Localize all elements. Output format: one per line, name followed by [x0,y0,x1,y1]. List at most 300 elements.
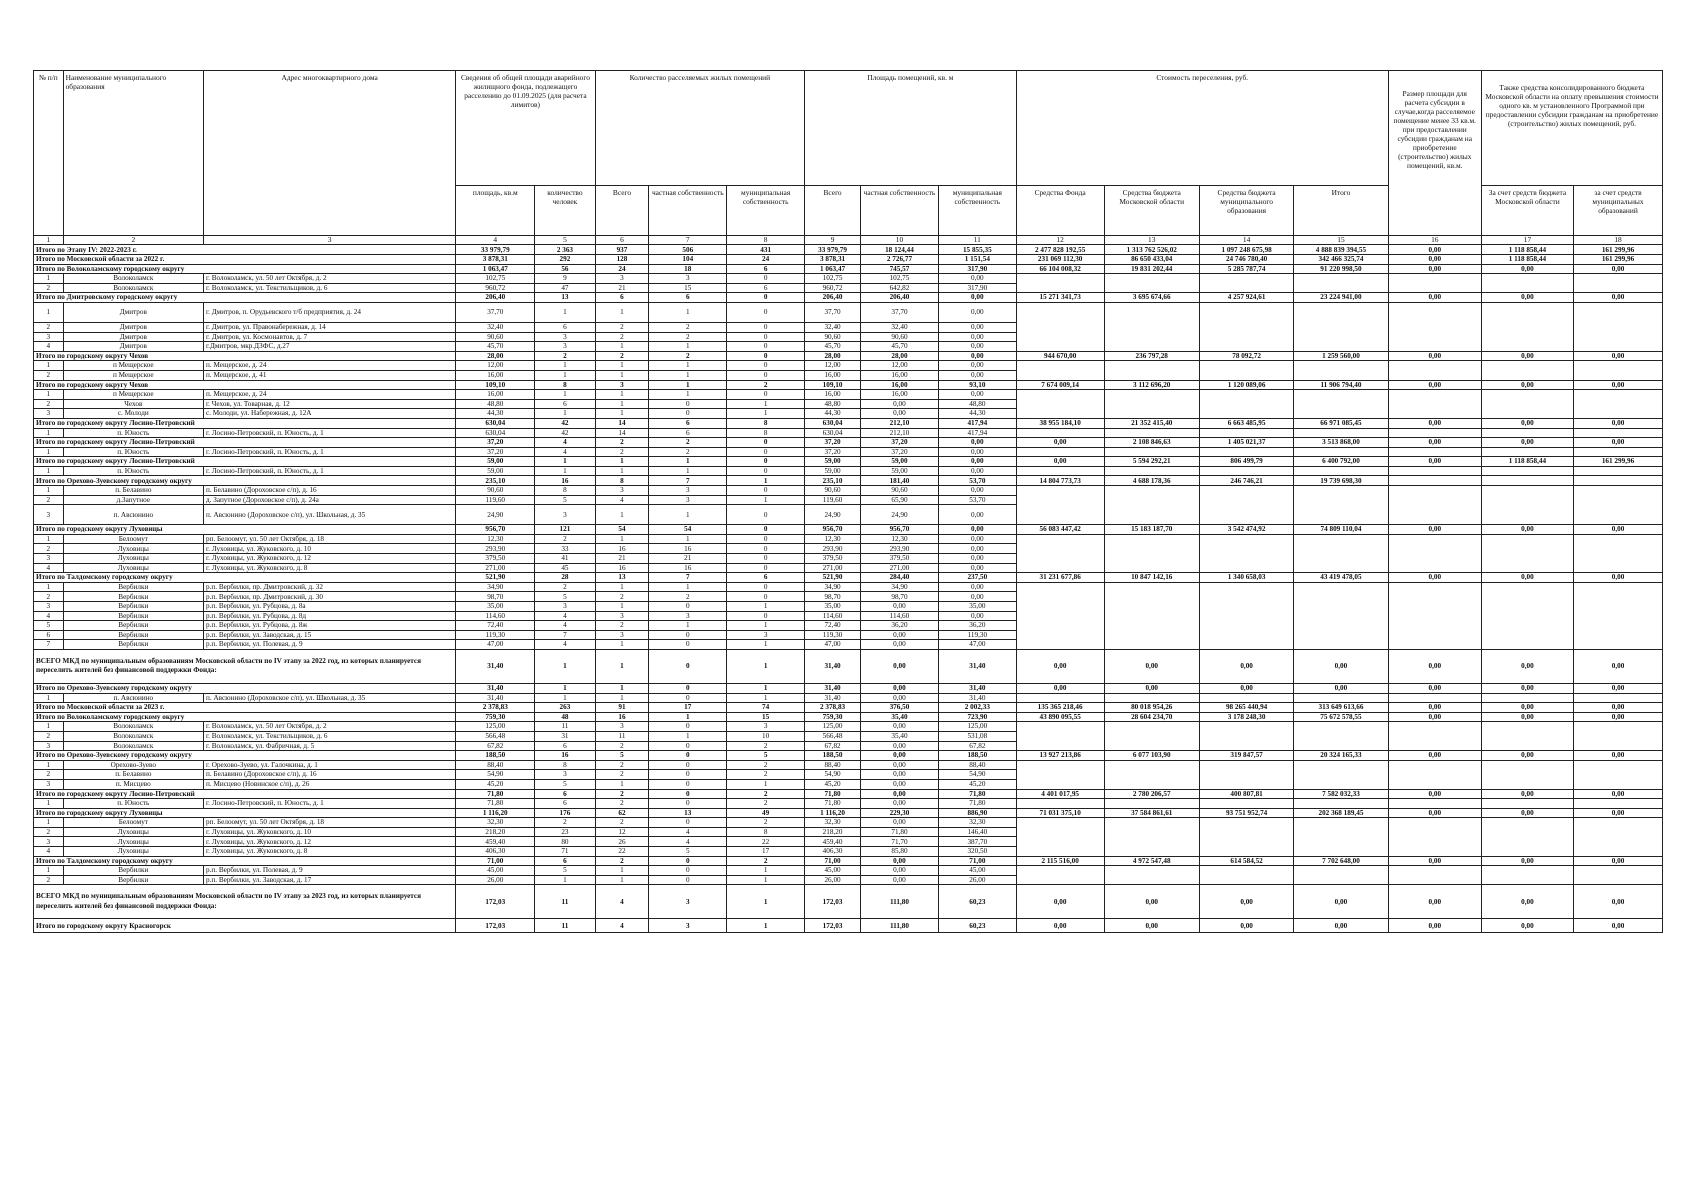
value-cell: 26 [595,837,649,847]
value-cell: 406,30 [805,847,861,857]
value-cell: 4 [649,837,727,847]
empty-cell [1199,274,1293,284]
value-cell: 0,00 [938,274,1016,284]
subtotal-value: 17 [649,703,727,713]
value-cell: 566,48 [805,731,861,741]
empty-cell [1199,866,1293,876]
subtotal-value: 109,10 [805,380,861,390]
empty-cell [1199,779,1293,789]
subtotal-value: 0 [727,293,805,303]
value-cell: 3 [727,630,805,640]
empty-cell [1199,390,1293,400]
empty-cell [1388,760,1481,770]
sub-header-region-funds: За счет средств бюджета Московской области [1481,186,1573,236]
subtotal-value: 16,00 [861,380,939,390]
address-cell: г. Волоколамск, ул. 50 лет Октября, д. 2 [204,274,456,284]
value-cell: 1 [649,534,727,544]
value-cell: 0 [649,779,727,789]
value-cell: 47,00 [456,640,535,650]
value-cell: 1 [649,582,727,592]
row-number: 2 [34,875,64,885]
col-header-subsidy-area: Размер площади для расчета субсидии в случае,когда расселяемое помещение менее 33 кв.м. при предоставлении субсидии гражданам на приобретение (строительство) жилых помещений, кв.м. [1388,71,1481,236]
subtotal-value: 292 [535,255,595,265]
subtotal-label: Итого по Орехово-Зуевскому городскому округу [34,751,456,761]
subtotal-label: Итого по Волоколамскому городскому округу [34,264,456,274]
subtotal-value: 0,00 [1574,264,1663,274]
subtotal-value: 53,70 [938,476,1016,486]
subtotal-value: 0,00 [1388,255,1481,265]
value-cell: 459,40 [456,837,535,847]
subtotal-value: 59,00 [861,457,939,467]
subtotal-value: 944 670,00 [1016,351,1104,361]
subtotal-value: 1 063,47 [805,264,861,274]
value-cell: 0 [727,322,805,332]
subtotal-value: 0,00 [1388,712,1481,722]
subtotal-label: Итого по Орехово-Зуевскому городскому округу [34,476,456,486]
column-number: 17 [1481,236,1573,245]
value-cell: 0,00 [938,322,1016,332]
municipality-cell: Белоомут [63,534,203,544]
value-cell: 0 [727,302,805,322]
resettlement-table [33,70,1663,933]
value-cell: 71,80 [456,799,535,809]
value-cell: 45,70 [805,342,861,352]
empty-cell [1104,283,1199,293]
subtotal-value: 0,00 [938,525,1016,535]
value-cell: 32,30 [805,818,861,828]
value-cell: 12,00 [805,361,861,371]
subtotal-value: 0 [727,351,805,361]
value-cell: 114,60 [805,611,861,621]
empty-cell [1388,544,1481,554]
row-number: 1 [34,466,64,476]
value-cell: 45,00 [938,866,1016,876]
row-number: 1 [34,818,64,828]
value-cell: 5 [535,866,595,876]
value-cell: 0,00 [861,770,939,780]
empty-cell [1388,866,1481,876]
empty-cell [1388,332,1481,342]
value-cell: 0,00 [938,466,1016,476]
subtotal-value: 59,00 [456,457,535,467]
empty-cell [1481,640,1573,650]
value-cell: 35,00 [456,602,535,612]
value-cell: 379,50 [805,554,861,564]
empty-cell [1574,563,1663,573]
value-cell: 1 [649,302,727,322]
subtotal-value: 0 [649,751,727,761]
row-number: 2 [34,283,64,293]
subtotal-value: 37,20 [805,438,861,448]
empty-cell [1016,361,1104,371]
subtotal-value: 1 116,20 [805,808,861,818]
subtotal-value: 0,00 [1388,683,1481,693]
empty-cell [1199,322,1293,332]
value-cell: 72,40 [456,621,535,631]
col-header-municipality: Наименование муниципального образования [63,71,203,236]
empty-cell [1016,741,1104,751]
empty-cell [1294,837,1388,847]
empty-cell [1388,741,1481,751]
value-cell: 0 [727,582,805,592]
table-row [34,640,1663,650]
municipality-cell: п. Мисцево [63,779,203,789]
table-row [34,544,1663,554]
subtotal-value: 16 [595,712,649,722]
value-cell: 4 [649,827,727,837]
value-cell: 35,40 [861,731,939,741]
empty-cell [1016,866,1104,876]
value-cell: 0,00 [938,554,1016,564]
value-cell: 37,20 [456,447,535,457]
value-cell: 6 [727,283,805,293]
empty-cell [1481,486,1573,496]
value-cell: 0 [727,544,805,554]
row-number: 1 [34,799,64,809]
value-cell: 387,70 [938,837,1016,847]
address-cell: п. Мещерское, д. 24 [204,390,456,400]
address-cell: рп. Белоомут, ул. 50 лет Октября, д. 18 [204,534,456,544]
value-cell: 2 [649,447,727,457]
subtotal-value: 1 [727,476,805,486]
subtotal-value: 56 083 447,42 [1016,525,1104,535]
empty-cell [1199,495,1293,505]
value-cell: 16,00 [805,390,861,400]
row-number: 3 [34,779,64,789]
table-row [34,361,1663,371]
value-cell: 1 [727,875,805,885]
empty-cell [1104,722,1199,732]
empty-cell [1388,640,1481,650]
value-cell: 125,00 [938,722,1016,732]
value-cell: 3 [727,722,805,732]
value-cell: 2 [535,818,595,828]
subtotal-value: 54 [649,525,727,535]
subtotal-value: 49 [727,808,805,818]
address-cell: г. Волоколамск, ул. Фабричная, д. 5 [204,741,456,751]
empty-cell [1199,847,1293,857]
value-cell: 293,90 [456,544,535,554]
subtotal-value: 6 [727,573,805,583]
subtotal-value: 4 [595,919,649,933]
municipality-cell: Белоомут [63,818,203,828]
subtotal-value: 0,00 [1481,703,1573,713]
empty-cell [1481,722,1573,732]
empty-cell [1388,447,1481,457]
value-cell: 2 [727,741,805,751]
value-cell: 1 [727,779,805,789]
empty-cell [1481,554,1573,564]
empty-cell [1016,837,1104,847]
subtotal-value: 4 688 178,36 [1104,476,1199,486]
sub-header-rooms-private: частная собственность [649,186,727,236]
value-cell: 3 [535,342,595,352]
row-number: 1 [34,447,64,457]
empty-cell [1481,370,1573,380]
subtotal-value: 188,50 [938,751,1016,761]
empty-cell [1574,302,1663,322]
empty-cell [1574,866,1663,876]
subtotal-value: 723,90 [938,712,1016,722]
value-cell: 12,00 [861,361,939,371]
value-cell: 1 [649,466,727,476]
column-number: 13 [1104,236,1199,245]
col-header-consolidated-budget: Также средства консолидированного бюджета Московской области на оплату превышения стоимости одного кв. м установленного Программой при предоставлении субсидии гражданам на приобретение (строительство) жилых помещений, руб. [1481,71,1662,186]
value-cell: 0,00 [861,875,939,885]
empty-cell [1574,602,1663,612]
municipality-cell: Волоколамск [63,741,203,751]
subtotal-value: 4 888 839 394,55 [1294,245,1388,255]
empty-cell [1016,847,1104,857]
value-cell: 12,00 [456,361,535,371]
subtotal-value: 2 [649,438,727,448]
subtotal-value: 0,00 [1481,919,1573,933]
empty-cell [1388,322,1481,332]
value-cell: 4 [535,611,595,621]
empty-cell [1388,342,1481,352]
sub-header-area-municipal: муниципальная собственность [938,186,1016,236]
empty-cell [1294,866,1388,876]
value-cell: 1 [727,866,805,876]
municipality-cell: Волоколамск [63,731,203,741]
empty-cell [1388,486,1481,496]
subtotal-value: 172,03 [805,919,861,933]
subtotal-row [34,245,1663,255]
subtotal-value: 71,00 [805,856,861,866]
subtotal-value: 4 257 924,61 [1199,293,1293,303]
value-cell: 0,00 [938,486,1016,496]
value-cell: 0 [649,741,727,751]
value-cell: 2 [595,760,649,770]
municipality-cell: п. Белавино [63,486,203,496]
subtotal-value: 0,00 [1104,885,1199,919]
value-cell: 32,30 [938,818,1016,828]
value-cell: 34,90 [456,582,535,592]
empty-cell [1481,779,1573,789]
value-cell: 0,00 [861,409,939,419]
value-cell: 44,30 [456,409,535,419]
subtotal-value: 28 604 234,70 [1104,712,1199,722]
subtotal-value: 1 [727,683,805,693]
empty-cell [1481,466,1573,476]
resettlement-table-sheet [33,70,1663,933]
address-cell: с. Молоди, ул. Набережная, д. 12А [204,409,456,419]
subtotal-value: 20 324 165,33 [1294,751,1388,761]
empty-cell [1104,847,1199,857]
empty-cell [1016,621,1104,631]
subtotal-value: 0,00 [1574,573,1663,583]
value-cell: 85,80 [861,847,939,857]
subtotal-value: 1 405 021,37 [1199,438,1293,448]
subtotal-value: 0,00 [1574,885,1663,919]
subtotal-value: 31,40 [805,683,861,693]
empty-cell [1016,390,1104,400]
subtotal-value: 98 265 440,94 [1199,703,1293,713]
value-cell: 1 [535,875,595,885]
municipality-cell: Дмитров [63,332,203,342]
subtotal-value: 2 378,83 [805,703,861,713]
value-cell: 48,80 [805,399,861,409]
empty-cell [1199,428,1293,438]
value-cell: 459,40 [805,837,861,847]
subtotal-value: 0,00 [1481,751,1573,761]
municipality-cell: Луховицы [63,847,203,857]
row-number: 4 [34,342,64,352]
empty-cell [1574,827,1663,837]
subtotal-label: Итого по городскому округу Красногорск [34,919,456,933]
column-number: 12 [1016,236,1104,245]
value-cell: 16,00 [861,370,939,380]
empty-cell [1481,847,1573,857]
empty-cell [1016,602,1104,612]
empty-cell [1481,399,1573,409]
row-number: 2 [34,827,64,837]
value-cell: 379,50 [861,554,939,564]
subtotal-value: 15 183 187,70 [1104,525,1199,535]
empty-cell [1481,390,1573,400]
empty-cell [1574,466,1663,476]
subtotal-value: 3 112 696,20 [1104,380,1199,390]
empty-cell [1388,534,1481,544]
empty-cell [1016,592,1104,602]
address-cell: г. Лосино-Петровский, п. Юность, д. 1 [204,428,456,438]
value-cell: 1 [727,693,805,703]
empty-cell [1294,693,1388,703]
municipality-cell: Дмитров [63,342,203,352]
empty-cell [1388,770,1481,780]
value-cell: 0,00 [861,399,939,409]
empty-cell [1481,875,1573,885]
subtotal-value: 66 104 008,32 [1016,264,1104,274]
empty-cell [1481,837,1573,847]
value-cell: 34,90 [861,582,939,592]
subtotal-value: 0,00 [1574,808,1663,818]
value-cell: 2 [595,770,649,780]
subtotal-value: 236 797,28 [1104,351,1199,361]
subtotal-value: 0,00 [1481,649,1573,683]
value-cell: 31 [535,731,595,741]
table-row [34,342,1663,352]
subtotal-row [34,789,1663,799]
address-cell: г. Луховицы, ул. Жуковского, д. 10 [204,544,456,554]
subtotal-value: 506 [649,245,727,255]
subtotal-value: 3 [649,919,727,933]
subtotal-value: 31,40 [938,683,1016,693]
empty-cell [1574,611,1663,621]
value-cell: 3 [595,611,649,621]
empty-cell [1104,361,1199,371]
empty-cell [1574,399,1663,409]
subtotal-value: 181,40 [861,476,939,486]
subtotal-value: 0,00 [1481,885,1573,919]
empty-cell [1016,693,1104,703]
subtotal-value: 2 108 846,63 [1104,438,1199,448]
subtotal-value: 6 077 103,90 [1104,751,1199,761]
municipality-cell: Орехово-Зуево [63,760,203,770]
subtotal-value: 0,00 [1481,789,1573,799]
row-number: 1 [34,274,64,284]
subtotal-value: 0,00 [1574,712,1663,722]
col-header-rooms-count: Количество расселяемых жилых помещений [595,71,804,186]
subtotal-label: Итого по городскому округу Чехов [34,380,456,390]
empty-cell [1388,799,1481,809]
value-cell: 1 [595,409,649,419]
value-cell: 2 [727,770,805,780]
empty-cell [1574,731,1663,741]
value-cell: 3 [649,486,727,496]
address-cell: р.п. Вербилки, ул. Рубцова, д. 8ж [204,621,456,631]
empty-cell [1574,544,1663,554]
subtotal-value: 2 [595,856,649,866]
table-row [34,693,1663,703]
value-cell: 114,60 [861,611,939,621]
empty-cell [1199,447,1293,457]
subtotal-value: 91 220 998,50 [1294,264,1388,274]
subtotal-value: 42 [535,418,595,428]
subtotal-value: 91 [595,703,649,713]
subtotal-value: 1 118 858,44 [1481,457,1573,467]
value-cell: 630,04 [456,428,535,438]
empty-cell [1199,875,1293,885]
subtotal-value: 1 [535,683,595,693]
subtotal-value: 0,00 [1388,649,1481,683]
value-cell: 1 [595,399,649,409]
subtotal-value: 38 955 184,10 [1016,418,1104,428]
subtotal-value: 1 [727,649,805,683]
value-cell: 0,00 [938,563,1016,573]
subtotal-value: 121 [535,525,595,535]
empty-cell [1104,837,1199,847]
table-row [34,866,1663,876]
value-cell: 11 [595,731,649,741]
subtotal-value: 28,00 [456,351,535,361]
value-cell: 31,40 [456,693,535,703]
row-number: 3 [34,554,64,564]
value-cell: 45,00 [805,866,861,876]
value-cell: 1 [727,495,805,505]
value-cell: 6 [535,322,595,332]
empty-cell [1574,799,1663,809]
empty-cell [1294,283,1388,293]
value-cell: 72,40 [805,621,861,631]
empty-cell [1388,505,1481,525]
empty-cell [1016,630,1104,640]
table-row [34,283,1663,293]
empty-cell [1016,495,1104,505]
value-cell: 0 [727,592,805,602]
empty-cell [1016,611,1104,621]
empty-cell [1104,602,1199,612]
subtotal-value: 1 118 858,44 [1481,255,1573,265]
value-cell: 22 [727,837,805,847]
empty-cell [1104,495,1199,505]
subtotal-value: 33 979,79 [456,245,535,255]
municipality-cell: Волоколамск [63,722,203,732]
empty-cell [1294,770,1388,780]
empty-cell [1199,630,1293,640]
value-cell: 14 [595,428,649,438]
subtotal-value: 0,00 [1388,438,1481,448]
value-cell: 10 [727,731,805,741]
subtotal-row [34,380,1663,390]
subtotal-value: 3 542 474,92 [1199,525,1293,535]
subtotal-value: 3 695 674,66 [1104,293,1199,303]
row-number: 1 [34,390,64,400]
row-number: 3 [34,505,64,525]
column-number: 5 [535,236,595,245]
address-cell: рп. Белоомут, ул. 50 лет Октября, д. 18 [204,818,456,828]
subtotal-label: Итого по городскому округу Луховицы [34,525,456,535]
